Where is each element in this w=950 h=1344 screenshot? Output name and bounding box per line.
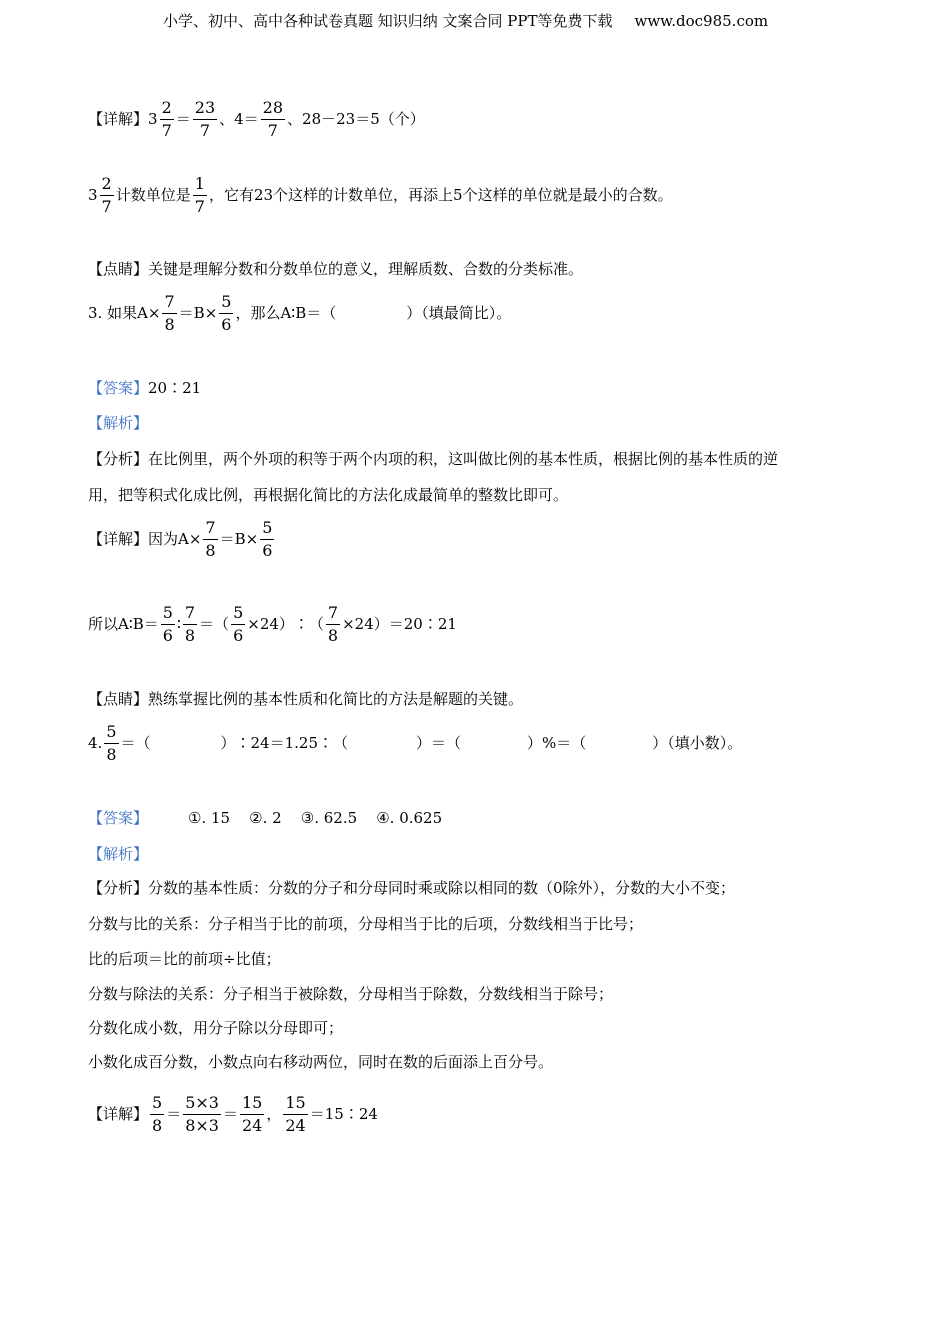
analysis-label: 【解析】: [88, 414, 149, 432]
denominator: 8: [327, 626, 339, 645]
denominator: 8: [164, 315, 175, 334]
detail-line-3: [88, 520, 276, 559]
header-site: www.doc985.com: [634, 12, 769, 30]
analysis-text: 比的后项＝比的前项÷比值；: [88, 950, 281, 968]
denominator: 7: [267, 121, 278, 140]
header-text: 小学、初中、高中各种试卷真题 知识归纳 文案合同 PPT等免费下载: [163, 12, 613, 30]
denominator: 7: [194, 197, 205, 216]
answer-value: 20∶21: [148, 379, 202, 397]
fraction: [260, 520, 274, 559]
denominator: 8: [106, 745, 117, 764]
denominator: 7: [161, 121, 172, 140]
analysis-text: 小数化成百分数，小数点向右移动两位，同时在数的后面添上百分号。: [88, 1053, 554, 1071]
text: ＝（: [120, 734, 151, 752]
fraction: [162, 294, 176, 333]
page-header: [163, 14, 768, 29]
denominator: 6: [221, 315, 232, 334]
text: 所以A∶B＝: [88, 615, 159, 633]
fraction: [183, 605, 197, 644]
denominator: 8: [184, 626, 196, 645]
denominator: 6: [162, 626, 173, 645]
detail-line-5: [88, 1095, 378, 1134]
text: ×24）∶（: [247, 615, 324, 633]
equals: ＝: [166, 1105, 182, 1123]
fraction: [193, 100, 217, 139]
analysis-text: 分数化成小数，用分子除以分母即可；: [88, 1019, 344, 1037]
fraction: [203, 520, 217, 559]
text: 【详解】因为A×: [88, 530, 202, 548]
text: ＝（: [199, 615, 230, 633]
text: 3. 如果A×: [88, 304, 161, 322]
text: ，它有23个这样的计数单位，再添上5个这样的单位就是最小的合数。: [208, 186, 673, 204]
denominator: 6: [233, 626, 244, 645]
fraction: [326, 605, 340, 644]
text: ）∶24＝1.25∶（: [220, 734, 349, 752]
fraction: [100, 176, 114, 215]
mixed-whole: 3: [88, 186, 98, 204]
numerator: 7: [203, 520, 217, 540]
text: ＝15∶24: [309, 1105, 378, 1123]
text: ）（填小数）。: [652, 734, 743, 752]
question-4: [88, 724, 742, 763]
numerator: 15: [240, 1095, 264, 1115]
denominator: 6: [262, 541, 273, 560]
fraction: [183, 1095, 221, 1134]
detail-line-2: [88, 176, 673, 215]
denominator: 8: [205, 541, 216, 560]
answer-label: 【答案】: [88, 379, 149, 397]
numerator: 5: [161, 605, 175, 625]
denominator: 8: [152, 1116, 163, 1135]
equals: ＝: [222, 1105, 238, 1123]
text: ×24）＝20∶21: [342, 615, 457, 633]
analysis-label: 【解析】: [88, 845, 149, 863]
text: 4.: [88, 734, 103, 752]
text: ＝B×: [178, 304, 218, 322]
fraction: [150, 1095, 164, 1134]
text: ）＝（: [416, 734, 462, 752]
analysis-text: 【分析】分数的基本性质：分数的分子和分母同时乘或除以相同的数（0除外），分数的大小不变；: [88, 879, 736, 897]
fraction: [231, 605, 245, 644]
question-3: [88, 294, 511, 333]
numerator: 2: [160, 100, 174, 120]
detail-line-4: [88, 605, 457, 644]
numerator: 5×3: [183, 1095, 221, 1115]
numerator: 2: [100, 176, 114, 196]
fraction: [283, 1095, 307, 1134]
numerator: 7: [326, 605, 340, 625]
numerator: 5: [219, 294, 233, 314]
denominator: 7: [101, 197, 112, 216]
detail-line-1: [88, 100, 425, 139]
key-point-1: 【点睛】关键是理解分数和分数单位的意义，理解质数、合数的分类标准。: [88, 260, 584, 278]
text: ∶: [176, 615, 181, 633]
fraction: [261, 100, 285, 139]
fraction: [219, 294, 233, 333]
numerator: 5: [260, 520, 274, 540]
analysis-text: 用，把等积式化成比例，再根据化简比的方法化成最简单的整数比即可。: [88, 486, 569, 504]
detail-label: 【详解】: [88, 1105, 149, 1123]
numerator: 7: [183, 605, 197, 625]
mixed-whole: 3: [148, 110, 158, 128]
text: ，那么A∶B＝（: [235, 304, 337, 322]
numerator: 7: [162, 294, 176, 314]
text: ）（填最简比）。: [406, 304, 512, 322]
key-point-3: 【点睛】熟练掌握比例的基本性质和化简比的方法是解题的关键。: [88, 690, 524, 708]
answer-line-3: [88, 381, 201, 396]
fraction: [161, 605, 175, 644]
numerator: 23: [193, 100, 217, 120]
analysis-text: 分数与除法的关系：分子相当于被除数，分母相当于除数，分数线相当于除号；: [88, 985, 614, 1003]
numerator: 5: [104, 724, 118, 744]
fraction: [240, 1095, 264, 1134]
fraction: [160, 100, 174, 139]
denominator: 8×3: [185, 1116, 219, 1135]
fraction: [104, 724, 118, 763]
numerator: 15: [283, 1095, 307, 1115]
denominator: 7: [199, 121, 211, 140]
equals: ＝: [175, 110, 191, 128]
detail-label: 【详解】: [88, 110, 149, 128]
numerator: 5: [231, 605, 245, 625]
denominator: 24: [285, 1116, 306, 1135]
text: ，: [266, 1105, 282, 1123]
analysis-text: 分数与比的关系：分子相当于比的前项，分母相当于比的后项，分数线相当于比号；: [88, 915, 644, 933]
answer-line-4: [88, 811, 442, 826]
text: 计数单位是: [115, 186, 191, 204]
text: ＝B×: [219, 530, 259, 548]
numerator: 1: [193, 176, 207, 196]
analysis-text: 【分析】在比例里，两个外项的积等于两个内项的积，这叫做比例的基本性质，根据比例的基本性质的逆: [88, 450, 779, 468]
text: 、28－23＝5（个）: [287, 110, 425, 128]
answer-label: 【答案】: [88, 809, 149, 827]
numerator: 5: [150, 1095, 164, 1115]
text: ）%＝（: [527, 734, 587, 752]
answer-values: ①. 15 ②. 2 ③. 62.5 ④. 0.625: [188, 809, 443, 827]
numerator: 28: [261, 100, 285, 120]
fraction: [193, 176, 207, 215]
text: 、4＝: [219, 110, 259, 128]
denominator: 24: [242, 1116, 263, 1135]
